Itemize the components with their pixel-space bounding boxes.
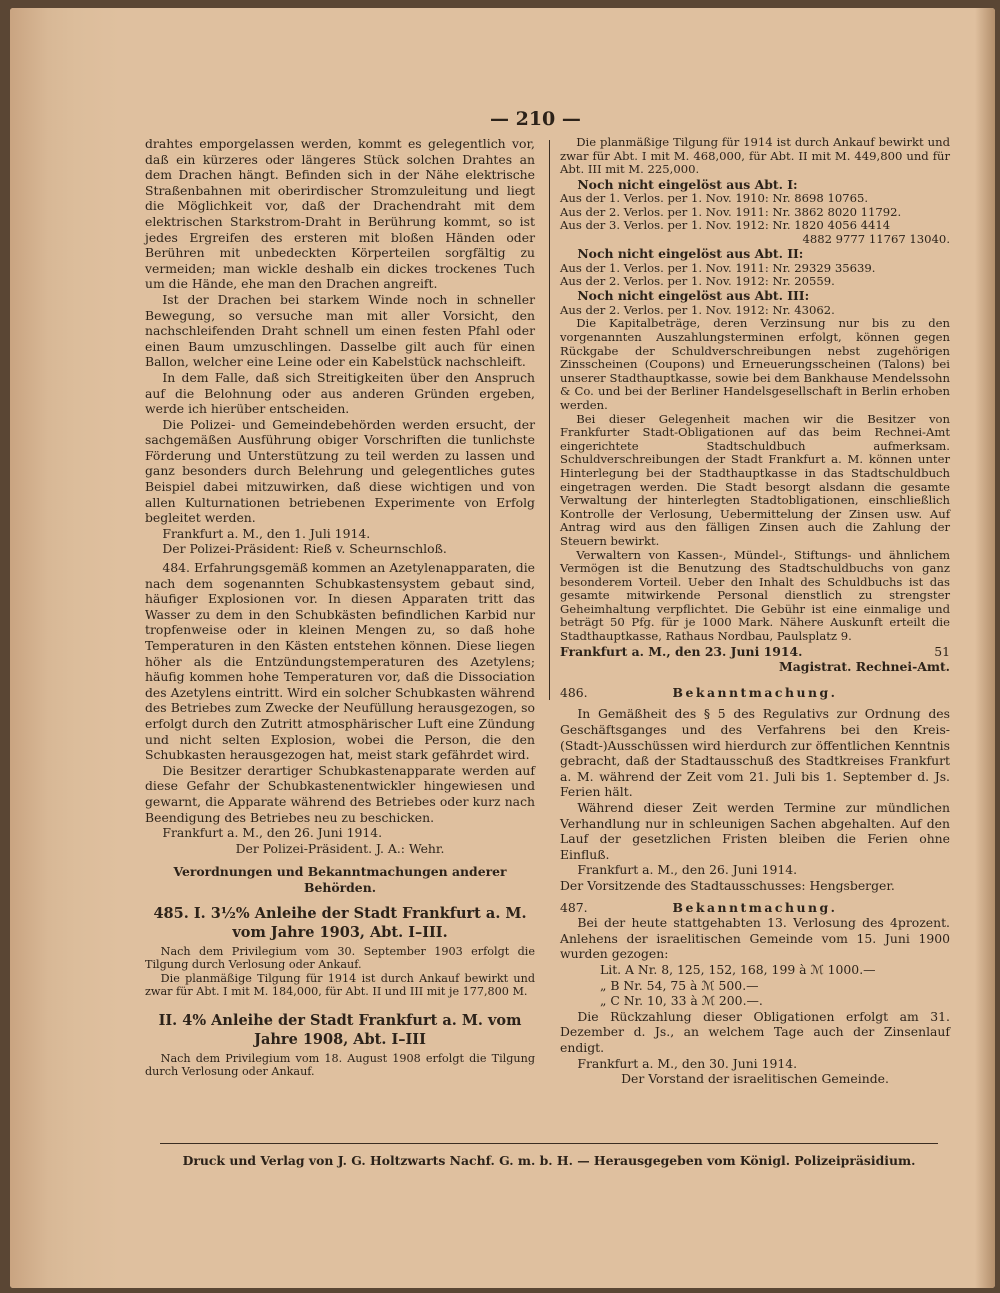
date-text: Frankfurt a. M., den 23. Juni 1914. — [560, 643, 803, 659]
paragraph: Bei dieser Gelegenheit machen wir die Besitzer von Frankfurter Stadt-Obligationen auf das beim Rechnei-Amt eingerichtete Stadtschuldbuch aufmerksam. Schuldverschreibungen der Stadt Frankfurt a. M. können unter Hinterlegung bei der Stadthauptkasse in das Stadtschuldbuch eingetragen werden. Die Stadt besorgt alsdann die gesamte Verwaltung der hinterlegten Stadtobligationen, einschließlich Kontrolle der Verlosung, Uebermittelung der Zinsen usw. Auf Antrag wird aus den fälligen Zinsen auch die Zahlung der Steuern bewirkt. — [560, 411, 950, 548]
paragraph: Nach dem Privilegium vom 30. September 1903 erfolgt die Tilgung durch Verlosung oder Ankauf. — [145, 944, 535, 972]
left-column — [145, 136, 535, 1079]
imprint-footer: Druck und Verlag von J. G. Holtzwarts Nachf. G. m. b. H. — Herausgegeben vom Königl. Polizeipräsidium. — [182, 1153, 916, 1168]
list-item: „ B Nr. 54, 75 à ℳ 500.— — [600, 977, 759, 993]
item-number: 486. — [560, 684, 588, 700]
column-divider — [549, 140, 550, 700]
page-number: — 210 — — [490, 108, 581, 130]
list-item: 4882 9777 11767 13040. — [802, 231, 950, 246]
paragraph: Verwaltern von Kassen-, Mündel-, Stiftungs- und ähnlichem Vermögen ist die Benutzung des Stadtschuldbuchs von ganz besonderem Vorteil. Ueber den Inhalt des Schuldbuchs ist das gesamte mitwirkende Personal dienstlich zu strengster Geheimhaltung verpflichtet. Die Gebühr ist eine einmalige und beträgt 50 Pfg. für je 1000 Mark. Nähere Auskunft erteilt die Stadthauptkasse, Rathaus Nordbau, Paulsplatz 9. — [560, 547, 950, 644]
footer-rule — [160, 1143, 938, 1144]
signature-line: Der Vorsitzende des Stadtausschusses: Hengsberger. — [560, 877, 895, 893]
item-number: 487. — [560, 899, 588, 915]
paragraph: In dem Falle, daß sich Streitigkeiten über den Anspruch auf die Belohnung oder aus anderen Gründen ergeben, werde ich hierüber entscheiden. — [145, 369, 535, 417]
section-heading: Verordnungen und Bekanntmachungen anderer Behörden. — [173, 864, 507, 895]
paragraph: Die Rückzahlung dieser Obligationen erfolgt am 31. Dezember d. Js., an welchem Tage auch der Zinsenlauf endigt. — [560, 1008, 950, 1055]
list-item: „ C Nr. 10, 33 à ℳ 200.—. — [600, 993, 763, 1009]
paragraph: In Gemäßheit des § 5 des Regulativs zur Ordnung des Geschäftsganges und des Verfahrens bei den Kreis- (Stadt-)Ausschüssen wird hierdurch zur öffentlichen Kenntnis gebracht, daß der Stadtausschuß des Stadtkreises Frankfurt a. M. während der Zeit vom 21. Juli bis 1. September d. Js. Ferien hält. — [560, 706, 950, 800]
paragraph: Die planmäßige Tilgung für 1914 ist durch Ankauf bewirkt und zwar für Abt. I mit M. 184,000, für Abt. II und III mit je 177,800 M. — [145, 971, 535, 999]
document-page — [10, 8, 995, 1288]
page-edge-shadow — [975, 8, 995, 1288]
page-binding-shadow — [10, 8, 120, 1288]
list-item: Aus der 1. Verlos. per 1. Nov. 1910: Nr. 8698 10765. — [560, 191, 869, 206]
date-line: Frankfurt a. M., den 26. Juni 1914. — [162, 825, 383, 841]
signature-line: Der Polizei-Präsident. J. A.: Wehr. — [235, 840, 445, 856]
paragraph: Die Besitzer derartiger Schubkastenapparate werden auf diese Gefahr der Schubkastenentwickler hingewiesen und gewarnt, die Apparate während des Betriebes oder kurz nach Beendigung des Betriebes neu zu beschicken. — [145, 762, 535, 825]
signature-line: Magistrat. Rechnei-Amt. — [779, 659, 950, 675]
date-line — [560, 644, 950, 660]
list-item: Aus der 2. Verlos. per 1. Nov. 1912: Nr. 20559. — [560, 274, 835, 288]
paragraph: Bei der heute stattgehabten 13. Verlosung des 4prozent. Anlehens der israelitischen Gemeinde vom 15. Juni 1900 wurden gezogen: — [560, 915, 950, 962]
list-item: Aus der 1. Verlos. per 1. Nov. 1911: Nr. 29329 35639. — [560, 260, 876, 275]
item-number: 51 — [934, 643, 950, 659]
paragraph: Die Polizei- und Gemeindebehörden werden ersucht, der sachgemäßen Ausführung obiger Vorschriften die tunlichste Förderung und Unterstützung zu teil werden zu lassen und ganz besonders durch Belehrung und gelegentliches gutes Beispiel dabei mitzuwirken, daß diese wichtigen und von allen Kulturnationen betriebenen Experimente von Erfolg begleitet werden. — [145, 416, 535, 526]
paragraph: Ist der Drachen bei starkem Winde noch in schneller Bewegung, so versuche man mit aller Vorsicht, den nachschleifenden Draht schnell um einen festen Pfahl oder einen Baum umzuschlingen. Dasselbe gilt auch für einen Ballon, welcher eine Leine oder ein Kabelstück nachschleift. — [145, 291, 535, 370]
paragraph-484: 484. Erfahrungsgemäß kommen an Azetylenapparaten, die nach dem sogenannten Schubkastensystem gebaut sind, häufiger Explosionen vor. In diesen Apparaten tritt das Wasser zu dem in den Schubkästen befindlichen Karbid nur tropfenweise oder in kleinen Mengen zu, so daß hohe Temperaturen in den Kästen entstehen können. Diese liegen höher als die Entzündungstemperaturen des Azetylens; häufig kommen hohe Temperaturen vor, daß die Dissociation des Azetylens eintritt. Wird ein solcher Schubkasten während des Betriebes zum Zwecke der Neufüllung herausgezogen, so erfolgt durch den Zutritt atmosphärischer Luft eine Zündung und nicht selten Explosion, wobei die Person, die den Schubkasten herausgezogen hat, meist stark gefährdet wird. — [145, 560, 535, 763]
signature-line: Der Vorstand der israelitischen Gemeinde. — [621, 1071, 889, 1087]
right-column — [560, 136, 950, 1087]
list-item: Aus der 2. Verlos. per 1. Nov. 1912: Nr. 43062. — [560, 303, 835, 317]
subheading: Noch nicht eingelöst aus Abt. III: — [577, 288, 810, 304]
list-item: Lit. A Nr. 8, 125, 152, 168, 199 à ℳ 1000.— — [600, 961, 876, 977]
announcement-heading: Bekanntmachung. — [672, 899, 838, 915]
subheading: Noch nicht eingelöst aus Abt. II: — [577, 246, 804, 261]
paragraph: Die planmäßige Tilgung für 1914 ist durch Ankauf bewirkt und zwar für Abt. I mit M. 468,000, für Abt. II mit M. 449,800 und für Abt. III mit M. 225,000. — [560, 135, 950, 177]
paragraph: Nach dem Privilegium vom 18. August 1908 erfolgt die Tilgung durch Verlosung oder Ankauf. — [145, 1051, 535, 1079]
heading-row-487 — [560, 900, 950, 916]
loan-heading-1903: 485. I. 3½% Anleihe der Stadt Frankfurt a. M. vom Jahre 1903, Abt. I–III. — [153, 904, 527, 941]
paragraph: drahtes emporgelassen werden, kommt es gelegentlich vor, daß ein kürzeres oder längeres Stück solchen Drahtes an dem Drachen hängt. Befinden sich in der Nähe elektrische Straßenbahnen mit oberirdischer Stromzuleitung und liegt die Möglichkeit vor, daß der Drachendraht mit dem elektrischen Starkstrom-Draht in Berührung kommt, so ist jedes Ergreifen des ersteren mit bloßen Händen oder Berühren mit unbedeckten Körperteilen sorgfältig zu vermeiden; man wickle deshalb ein dickes trockenes Tuch um die Hände, ehe man den Drachen angreift. — [145, 136, 535, 292]
paragraph: Während dieser Zeit werden Termine zur mündlichen Verhandlung nur in schleunigen Sachen abgehalten. Auf den Lauf der gesetzlichen Fristen bleiben die Ferien ohne Einfluß. — [560, 800, 950, 862]
list-item: Aus der 2. Verlos. per 1. Nov. 1911: Nr. 3862 8020 11792. — [560, 204, 902, 219]
loan-heading-1908: II. 4% Anleihe der Stadt Frankfurt a. M. vom Jahre 1908, Abt. I–III — [158, 1011, 522, 1048]
paragraph: Die Kapitalbeträge, deren Verzinsung nur bis zu den vorgenannten Auszahlungsterminen erfolgt, können gegen Rückgabe der Schuldverschreibungen nebst zugehörigen Zinsscheinen (Coupons) und Erneuerungsscheinen (Talons) bei unserer Stadthauptkasse, sowie bei dem Bankhause Mendelssohn & Co. und bei der Berliner Handelsgesellschaft in Berlin erhoben werden. — [560, 316, 950, 412]
heading-row-486 — [560, 685, 950, 701]
subheading: Noch nicht eingelöst aus Abt. I: — [577, 176, 798, 192]
signature-line: Der Polizei-Präsident: Rieß v. Scheurnschloß. — [162, 541, 447, 557]
date-line: Frankfurt a. M., den 30. Juni 1914. — [577, 1055, 798, 1071]
announcement-heading: Bekanntmachung. — [672, 684, 838, 700]
list-item: Aus der 3. Verlos. per 1. Nov. 1912: Nr. 1820 4056 4414 — [560, 218, 891, 233]
date-line: Frankfurt a. M., den 1. Juli 1914. — [162, 525, 371, 541]
date-line: Frankfurt a. M., den 26. Juni 1914. — [577, 862, 798, 878]
